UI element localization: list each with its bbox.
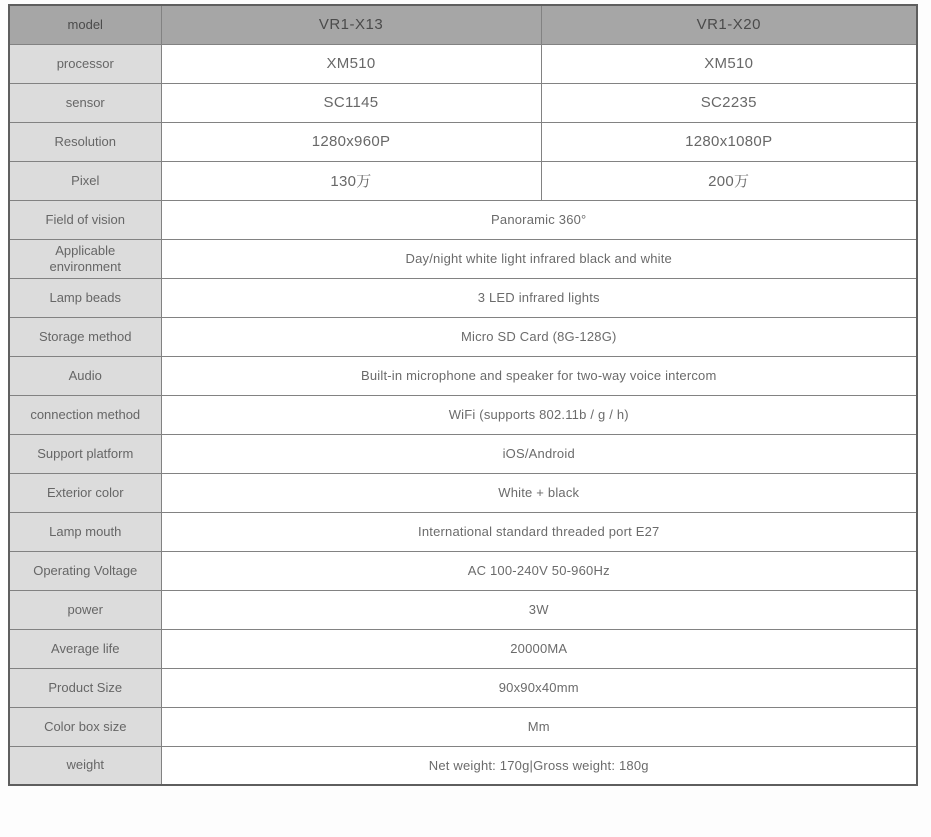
- row-label: Lamp mouth: [9, 512, 161, 551]
- row-label: connection method: [9, 395, 161, 434]
- table-row-field-of-vision: [9, 200, 917, 239]
- spec-value: 90x90x40mm: [161, 668, 917, 707]
- table-row-sensor: [9, 83, 917, 122]
- table-row-storage-method: [9, 317, 917, 356]
- table-row-applicable-environment: [9, 239, 917, 278]
- table-row-audio: [9, 356, 917, 395]
- row-label: Resolution: [9, 122, 161, 161]
- row-label: Storage method: [9, 317, 161, 356]
- spec-table: [8, 4, 918, 786]
- spec-value: SC1145: [161, 83, 541, 122]
- row-label: sensor: [9, 83, 161, 122]
- spec-value: International standard threaded port E27: [161, 512, 917, 551]
- row-label: Applicable environment: [9, 239, 161, 278]
- spec-value: 200万: [541, 161, 917, 200]
- spec-value: 1280x960P: [161, 122, 541, 161]
- row-label: Color box size: [9, 707, 161, 746]
- row-label: Support platform: [9, 434, 161, 473]
- table-row-resolution: [9, 122, 917, 161]
- spec-value: Built-in microphone and speaker for two-way voice intercom: [161, 356, 917, 395]
- row-label: Pixel: [9, 161, 161, 200]
- row-label: processor: [9, 44, 161, 83]
- table-row-color-box-size: [9, 707, 917, 746]
- header-model-vr1-x20: VR1-X20: [541, 5, 917, 44]
- spec-value: 1280x1080P: [541, 122, 917, 161]
- row-label: power: [9, 590, 161, 629]
- spec-value: iOS/Android: [161, 434, 917, 473]
- row-label: weight: [9, 746, 161, 785]
- spec-value: Day/night white light infrared black and white: [161, 239, 917, 278]
- spec-value: 20000MA: [161, 629, 917, 668]
- table-row-lamp-mouth: [9, 512, 917, 551]
- table-row-average-life: [9, 629, 917, 668]
- spec-value: 3 LED infrared lights: [161, 278, 917, 317]
- spec-value: Mm: [161, 707, 917, 746]
- spec-value: White + black: [161, 473, 917, 512]
- table-row-support-platform: [9, 434, 917, 473]
- table-row-lamp-beads: [9, 278, 917, 317]
- spec-value: SC2235: [541, 83, 917, 122]
- row-label: Lamp beads: [9, 278, 161, 317]
- header-model-label: model: [9, 5, 161, 44]
- header-model-vr1-x13: VR1-X13: [161, 5, 541, 44]
- row-label: Audio: [9, 356, 161, 395]
- spec-value: WiFi (supports 802.11b / g / h): [161, 395, 917, 434]
- row-label: Operating Voltage: [9, 551, 161, 590]
- table-row-processor: [9, 44, 917, 83]
- row-label: Average life: [9, 629, 161, 668]
- spec-value: XM510: [541, 44, 917, 83]
- row-label: Product Size: [9, 668, 161, 707]
- spec-value: 130万: [161, 161, 541, 200]
- row-label: Field of vision: [9, 200, 161, 239]
- table-row-weight: [9, 746, 917, 785]
- row-label: Exterior color: [9, 473, 161, 512]
- spec-value: XM510: [161, 44, 541, 83]
- spec-value: Panoramic 360°: [161, 200, 917, 239]
- table-row-power: [9, 590, 917, 629]
- table-row-operating-voltage: [9, 551, 917, 590]
- spec-value: AC 100-240V 50-960Hz: [161, 551, 917, 590]
- table-row-pixel: [9, 161, 917, 200]
- spec-value: Net weight: 170g|Gross weight: 180g: [161, 746, 917, 785]
- table-header-row: [9, 5, 917, 44]
- spec-value: Micro SD Card (8G-128G): [161, 317, 917, 356]
- spec-value: 3W: [161, 590, 917, 629]
- table-row-connection-method: [9, 395, 917, 434]
- table-row-product-size: [9, 668, 917, 707]
- table-row-exterior-color: [9, 473, 917, 512]
